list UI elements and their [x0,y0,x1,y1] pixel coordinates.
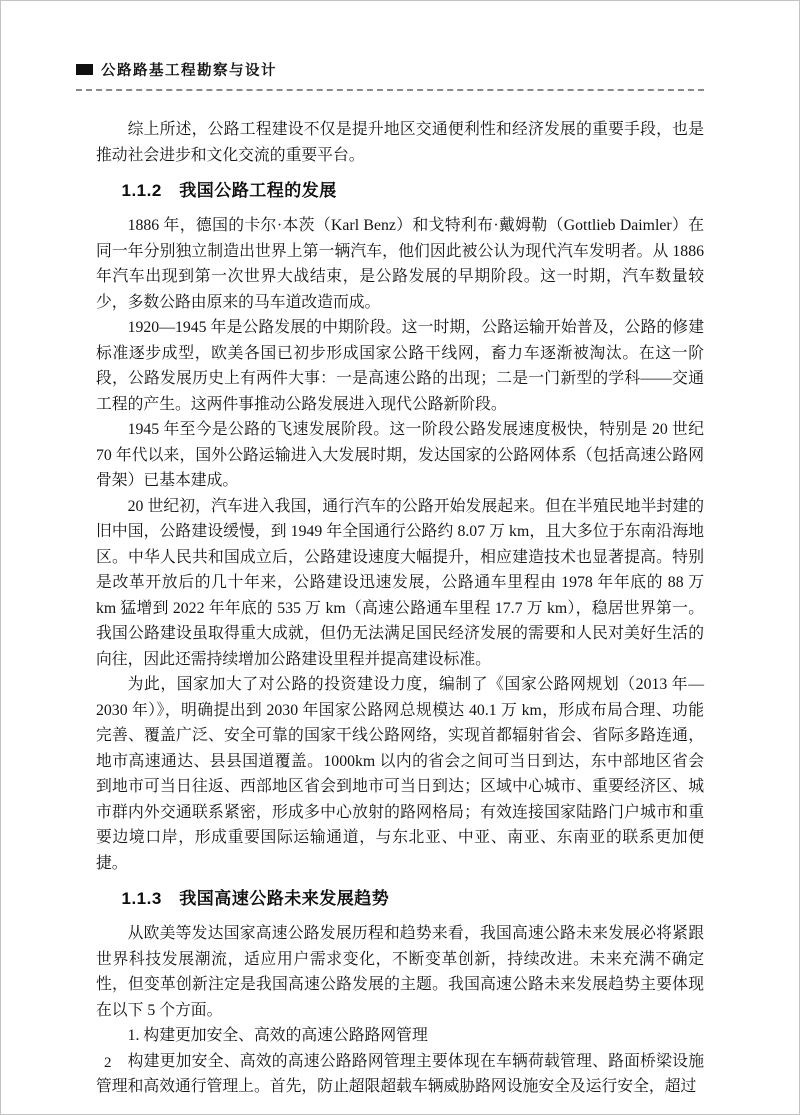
paragraph-rapid-stage: 1945 年至今是公路的飞速发展阶段。这一阶段公路发展速度极快，特别是 20 世纪 70 年代以来，国外公路运输进入大发展时期，发达国家的公路网体系（包括高速公路网骨架）已基本建成。 [96,421,704,489]
paragraph-middle-stage: 1920—1945 年是公路发展的中期阶段。这一时期，公路运输开始普及，公路的修建标准逐步成型，欧美各国已初步形成国家公路干线网，畜力车逐渐被淘汰。在这一阶段，公路发展历史上有两件大事：一是高速公路的出现；二是一门新型的学科——交通工程的产生。这两件事推动公路发展进入现代公路新阶段。 [96,319,704,413]
paragraph-china-development: 20 世纪初，汽车进入我国，通行汽车的公路开始发展起来。但在半殖民地半封建的旧中国，公路建设缓慢，到 1949 年全国通行公路约 8.07 万 km，且大多位于东南沿海地区。中华人民共和国成立后，公路建设速度大幅提升，相应建造技术也显著提高。特别是改革开放后的几十年来，公路建设迅速发展，公路通车里程由 1978 年年底的 88 万 km 猛增到 2022 年年底的 535 万 km（高速公路通车里程 17.7 万 km），稳居世界第一。我国公路建设虽取得重大成就，但仍无法满足国民经济发展的需要和人民对美好生活的向往，因此还需持续增加公路建设里程并提高建设标准。 [96,497,704,668]
running-header [76,59,704,91]
paragraph-future-trends: 从欧美等发达国家高速公路发展历程和趋势来看，我国高速公路未来发展必将紧跟世界科技发展潮流，适应用户需求变化，不断变革创新，持续改进。未来充满不确定性，但变革创新注定是我国高速公路发展的主题。我国高速公路未来发展趋势主要体现在以下 5 个方面。 [96,925,704,1019]
paragraph-conclusion-intro: 综上所述，公路工程建设不仅是提升地区交通便利性和经济发展的重要手段，也是推动社会进步和文化交流的重要平台。 [96,121,704,164]
section-heading-1-1-3: 1.1.3 我国高速公路未来发展趋势 [121,889,390,908]
list-item-1: 1. 构建更加安全、高效的高速公路路网管理 [127,1027,428,1044]
page-number: 2 [104,1055,112,1071]
page-body [96,117,704,1100]
paragraph-network-management: 构建更加安全、高效的高速公路路网管理主要体现在车辆荷载管理、路面桥梁设施管理和高效通行管理上。首先，防止超限超载车辆威胁路网设施安全及运行安全，超过 [96,1052,704,1095]
header-marker-icon [76,64,93,75]
running-header-title: 公路路基工程勘察与设计 [101,63,277,79]
paragraph-national-plan: 为此，国家加大了对公路的投资建设力度，编制了《国家公路网规划（2013 年—2030 年）》，明确提出到 2030 年国家公路网总规模达 40.1 万 km，形成布局合理、功能完善、覆盖广泛、安全可靠的国家干线公路网络，实现首都辐射省会、省际多路连通，地市高速通达、县县国道覆盖。1000km 以内的省会之间可当日到达，东中部地区省会到地市可当日往返、西部地区省会到地市可当日到达；区域中心城市、重要经济区、城市群内外交通联系紧密，形成多中心放射的路网格局；有效连接国家陆路门户城市和重要边境口岸，形成重要国际运输通道，与东北亚、中亚、南亚、东南亚的联系更加便捷。 [96,676,704,872]
section-heading-1-1-2: 1.1.2 我国公路工程的发展 [121,181,337,200]
paragraph-early-stage: 1886 年，德国的卡尔·本茨（Karl Benz）和戈特利布·戴姆勒（Gottlieb Daimler）在同一年分别独立制造出世界上第一辆汽车，他们因此被公认为现代汽车发明者。从 1886 年汽车出现到第一次世界大战结束，是公路发展的早期阶段。这一时期，汽车数量较少，多数公路由原来的马车道改造而成。 [96,217,704,311]
